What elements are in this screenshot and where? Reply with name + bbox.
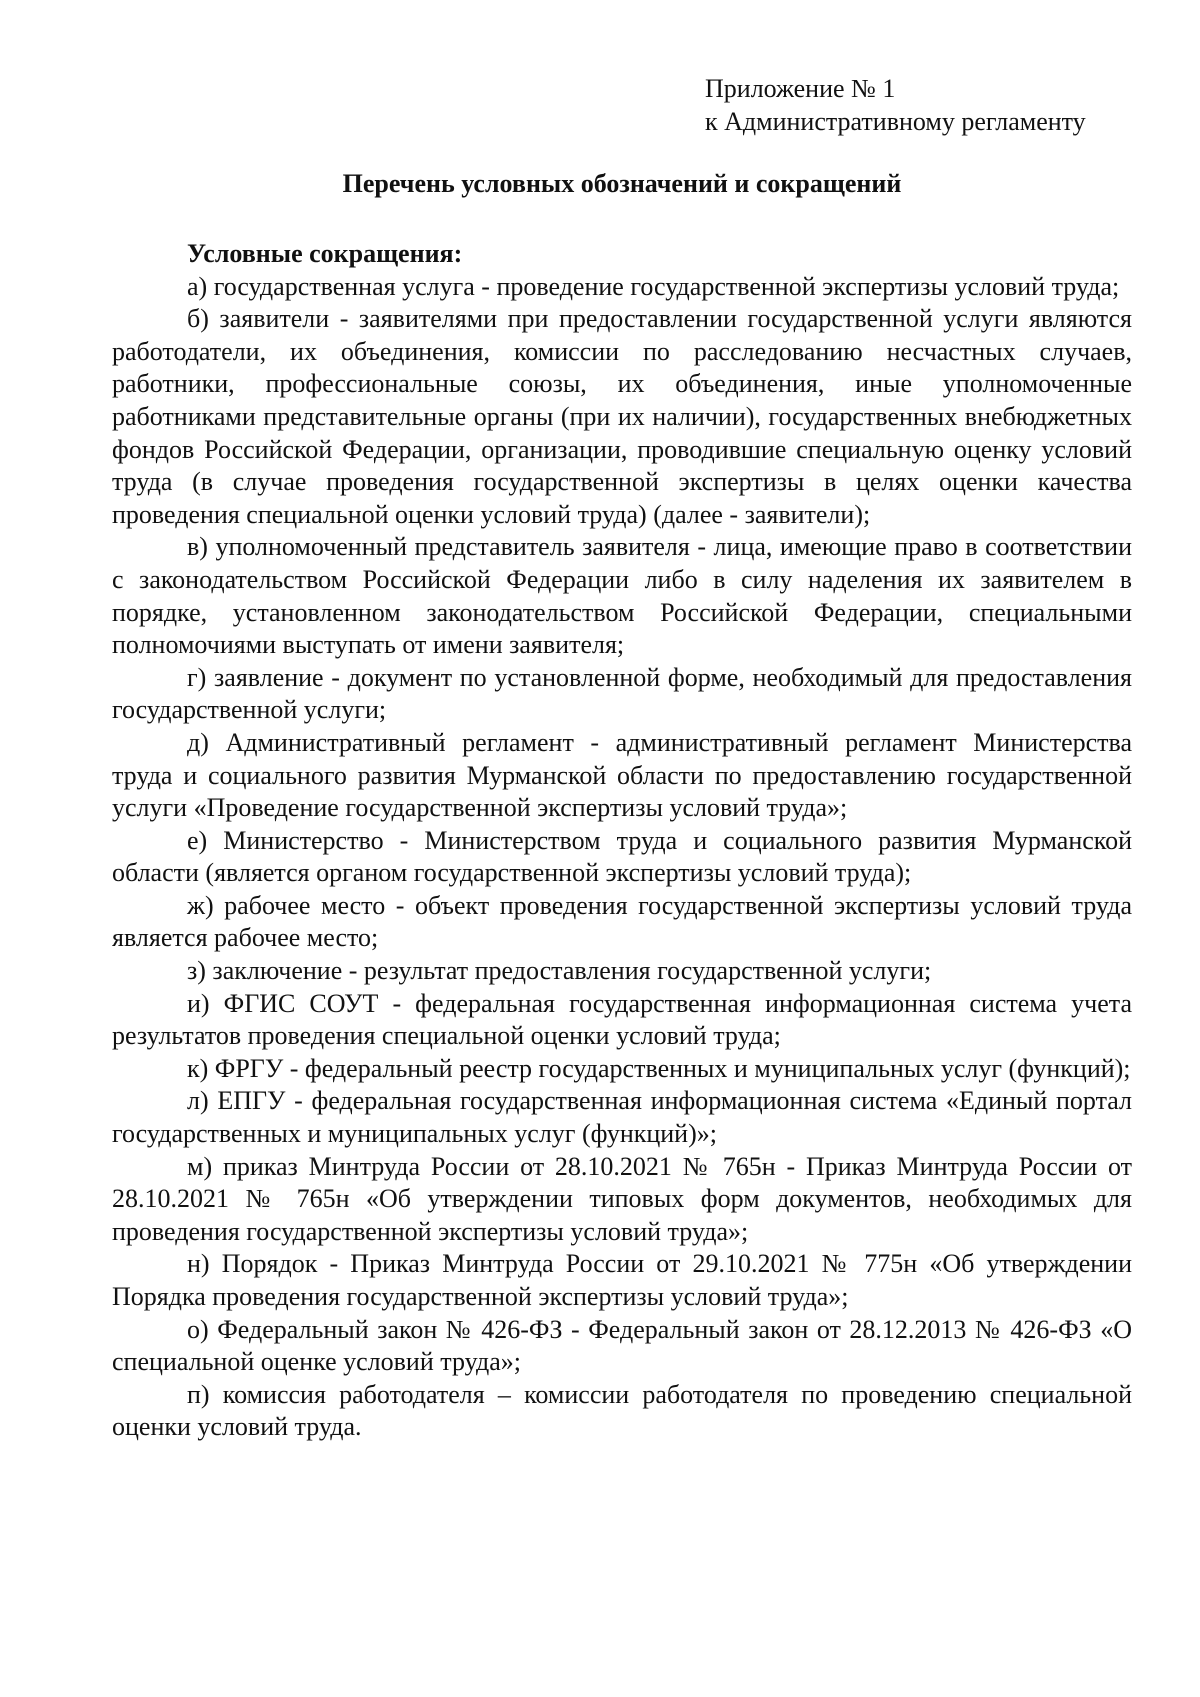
list-item: о) Федеральный закон № 426-ФЗ - Федеральный закон от 28.12.2013 № 426-ФЗ «О специальной оценке условий труда»; bbox=[112, 1314, 1132, 1377]
section-heading: Условные сокращения: bbox=[187, 239, 463, 268]
list-item: д) Административный регламент - административный регламент Министерства труда и социального развития Мурманской области по предоставлению государственной услуги «Проведение государственной экспертизы условий труда»; bbox=[112, 727, 1132, 823]
list-item: и) ФГИС СОУТ - федеральная государственная информационная система учета результатов проведения специальной оценки условий труда; bbox=[112, 988, 1132, 1051]
appendix-reference: к Административному регламенту bbox=[705, 107, 1086, 136]
list-item: н) Порядок - Приказ Минтруда России от 29.10.2021 № 775н «Об утверждении Порядка проведения государственной экспертизы условий труда»; bbox=[112, 1249, 1132, 1311]
abbreviations-section bbox=[112, 238, 1132, 1444]
list-item: к) ФРГУ - федеральный реестр государственных и муниципальных услуг (функций); bbox=[187, 1053, 1131, 1083]
list-item: г) заявление - документ по установленной форме, необходимый для предоставления государственной услуги; bbox=[112, 662, 1132, 725]
list-item: з) заключение - результат предоставления государственной услуги; bbox=[187, 956, 932, 986]
list-item: л) ЕПГУ - федеральная государственная информационная система «Единый портал государственных и муниципальных услуг (функций)»; bbox=[112, 1086, 1132, 1149]
list-item: м) приказ Минтруда России от 28.10.2021 № 765н - Приказ Минтруда России от 28.10.2021 № 765н «Об утверждении типовых форм документов, необходимых для проведения государственной экспертизы условий труда»; bbox=[112, 1151, 1132, 1246]
list-item: е) Министерство - Министерством труда и социального развития Мурманской области (является органом государственной экспертизы условий труда); bbox=[112, 825, 1132, 888]
list-item: п) комиссия работодателя – комиссии работодателя по проведению специальной оценки условий труда. bbox=[112, 1379, 1132, 1442]
list-item: ж) рабочее место - объект проведения государственной экспертизы условий труда является рабочее место; bbox=[112, 890, 1132, 953]
list-item: в) уполномоченный представитель заявителя - лица, имеющие право в соответствии с законодательством Российской Федерации либо в силу наделения их заявителем в порядке, установленном законодательством Российской Федерации, специальными полномочиями выступать от имени заявителя; bbox=[112, 532, 1132, 660]
appendix-header bbox=[705, 72, 1165, 138]
list-item: б) заявители - заявителями при предоставлении государственной услуги являются работодатели, их объединения, комиссии по расследованию несчастных случаев, работники, профессиональные союзы, их объединения, иные уполномоченные работниками представительные органы (при их наличии), государственных внебюджетных фондов Российской Федерации, организации, проводившие специальную оценку условий труда (в случае проведения государственной экспертизы в целях оценки качества проведения специальной оценки условий труда) (далее - заявители); bbox=[112, 304, 1132, 529]
list-item: а) государственная услуга - проведение государственной экспертизы условий труда; bbox=[187, 271, 1120, 301]
document-title: Перечень условных обозначений и сокращений bbox=[342, 169, 902, 198]
appendix-number: Приложение № 1 bbox=[705, 74, 896, 103]
